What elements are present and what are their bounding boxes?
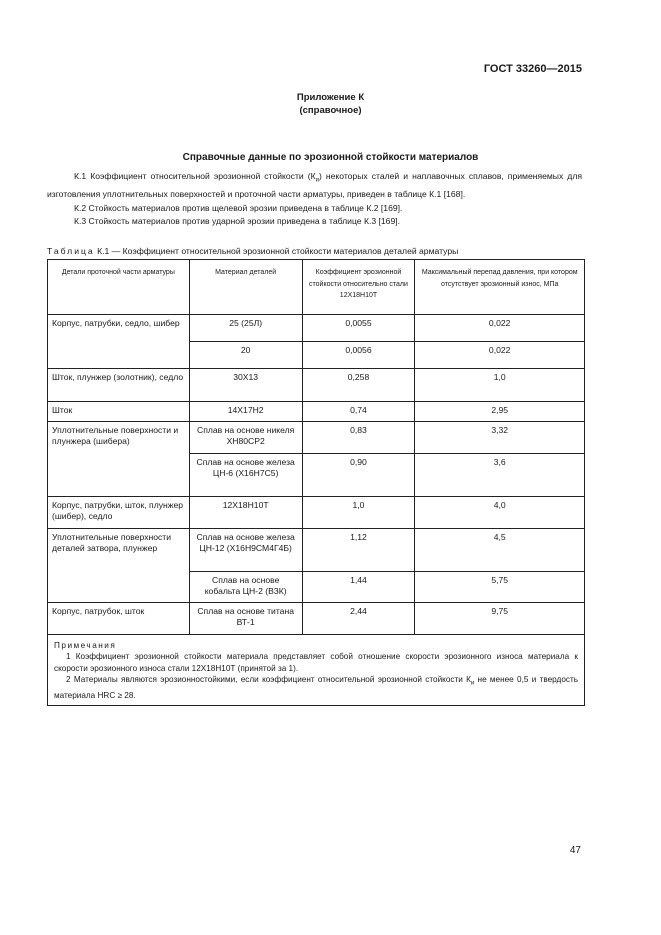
header-material: Материал деталей (189, 260, 302, 315)
cell-part: Уплотнительные поверхности деталей затвора, плунжер (48, 529, 190, 603)
notes-title: Примечания (54, 641, 117, 650)
note-1: 1 Коэффициент эрозионной стойкости материала представляет собой отношение скорости эрозионного износа материала к скорости эрозионного износа стали 12Х18Н10Т (принятой за 1). (54, 652, 578, 673)
header-max-pressure: Максимальный перепад давления, при котором отсутствует эрозионный износ, МПа (415, 260, 585, 315)
cell-material: Сплав на основе никеля ХН80СР2 (189, 422, 302, 454)
cell-part: Корпус, патрубки, шток, плунжер (шибер), седло (48, 497, 190, 529)
cell-material: Сплав на основе железа ЦН-6 (Х16Н7С5) (189, 454, 302, 497)
note-2: 2 Материалы являются эрозионностойкими, если коэффициент относительной эрозионной стойкости $К_и$ не менее 0,5 и твердость материала HRC ≥ 28. (54, 674, 578, 700)
table-row (48, 369, 585, 402)
cell-coefficient: 2,44 (302, 603, 415, 635)
table-row (48, 422, 585, 454)
erosion-table (47, 259, 585, 706)
body-text (47, 170, 582, 228)
cell-material: 14Х17Н2 (189, 402, 302, 422)
cell-pressure: 1,0 (415, 369, 585, 402)
cell-coefficient: 1,12 (302, 529, 415, 572)
cell-coefficient: 1,0 (302, 497, 415, 529)
table-header-row (48, 260, 585, 315)
cell-material: Сплав на основе кобальта ЦН-2 (ВЗК) (189, 572, 302, 603)
cell-coefficient: 0,0055 (302, 315, 415, 342)
appendix-title: Приложение К (296, 92, 365, 103)
cell-pressure: 0,022 (415, 342, 585, 369)
cell-coefficient: 0,258 (302, 369, 415, 402)
table-row (48, 497, 585, 529)
appendix-heading (0, 91, 661, 117)
cell-coefficient: 0,83 (302, 422, 415, 454)
cell-part: Шток (48, 402, 190, 422)
cell-material: Сплав на основе титана ВТ-1 (189, 603, 302, 635)
table-caption: Таблица К.1 — Коэффициент относительной эрозионной стойкости материалов деталей арматуры (47, 246, 459, 256)
paragraph-k3: К.3 Стойкость материалов против ударной эрозии приведена в таблице К.3 [169]. (74, 215, 401, 226)
cell-pressure: 5,75 (415, 572, 585, 603)
section-heading: Справочные данные по эрозионной стойкости материалов (182, 152, 479, 163)
cell-coefficient: 0,74 (302, 402, 415, 422)
cell-material: 25 (25Л) (189, 315, 302, 342)
cell-material: 30Х13 (189, 369, 302, 402)
table-notes-row (48, 635, 585, 706)
header-coefficient: Коэффициент эрозионной стойкости относительно стали 12Х18Н10Т (302, 260, 415, 315)
table-row (48, 402, 585, 422)
page-number: 47 (569, 845, 581, 856)
table-row (48, 529, 585, 572)
cell-part: Корпус, патрубок, шток (48, 603, 190, 635)
cell-pressure: 3,32 (415, 422, 585, 454)
cell-part: Корпус, патрубки, седло, шибер (48, 315, 190, 369)
table-row (48, 315, 585, 342)
cell-pressure: 2,95 (415, 402, 585, 422)
cell-coefficient: 0,90 (302, 454, 415, 497)
standard-number: ГОСТ 33260—2015 (483, 63, 582, 75)
paragraph-k2: К.2 Стойкость материалов против щелевой эрозии приведена в таблице К.2 [169]. (74, 202, 403, 213)
table-notes (48, 635, 585, 706)
cell-material: 12Х18Н10Т (189, 497, 302, 529)
cell-coefficient: 1,44 (302, 572, 415, 603)
cell-pressure: 4,5 (415, 529, 585, 572)
cell-pressure: 0,022 (415, 315, 585, 342)
cell-material: Сплав на основе железа ЦН-12 (Х16Н9СМ4Г4Б) (189, 529, 302, 572)
paragraph-k1: К.1 Коэффициент относительной эрозионной стойкости $(К_и)$ некоторых сталей и наплавочных сплавов, применяемых для изготовления уплотнительных поверхностей и проточной части арматуры, приведен в таблице К.1 [168]. (47, 171, 582, 200)
header-details: Детали проточной части арматуры (48, 260, 190, 315)
cell-material: 20 (189, 342, 302, 369)
cell-pressure: 3,6 (415, 454, 585, 497)
cell-pressure: 9,75 (415, 603, 585, 635)
appendix-subtitle: (справочное) (299, 105, 362, 116)
cell-part: Уплотнительные поверхности и плунжера (шибера) (48, 422, 190, 497)
cell-part: Шток, плунжер (золотник), седло (48, 369, 190, 402)
table-row (48, 603, 585, 635)
cell-pressure: 4,0 (415, 497, 585, 529)
cell-coefficient: 0,0056 (302, 342, 415, 369)
